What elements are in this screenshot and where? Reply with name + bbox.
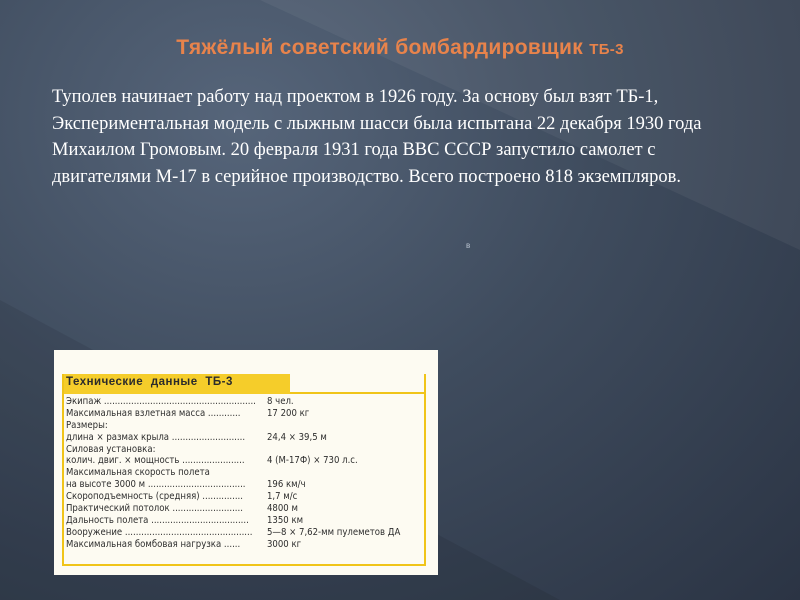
spec-label: Экипаж ........................................................ <box>66 396 256 407</box>
spec-row <box>66 396 426 408</box>
spec-label: длина × размах крыла ........................... <box>66 431 246 443</box>
spec-row <box>66 444 426 456</box>
spec-value: 4 (М-17Ф) × 730 л.с. <box>267 455 358 467</box>
spec-label: Размеры: <box>66 419 108 431</box>
spec-row <box>66 420 426 432</box>
spec-value: 196 км/ч <box>267 479 306 491</box>
title-main: Тяжёлый советский бомбардировщик <box>176 36 584 59</box>
spec-label: Максимальная бомбовая нагрузка ...... <box>66 538 241 550</box>
title-suffix: ТБ-3 <box>589 41 624 58</box>
spec-row <box>66 527 426 539</box>
spec-frame-top <box>290 392 426 394</box>
spec-value: 4800 м <box>267 503 298 515</box>
spec-label: Практический потолок .......................... <box>66 503 243 515</box>
spec-label: Скороподъемность (средняя) ............... <box>66 491 243 503</box>
spec-label: Максимальная взлетная масса ............ <box>66 407 241 419</box>
spec-row <box>66 408 426 420</box>
spec-row <box>66 539 426 551</box>
spec-row <box>66 432 426 444</box>
spec-value: 24,4 × 39,5 м <box>267 431 327 443</box>
spec-value: 17 200 кг <box>267 407 310 419</box>
spec-label: колич. двиг. × мощность ....................... <box>66 455 245 467</box>
spec-value: 3000 кг <box>267 538 302 550</box>
spec-row <box>66 515 426 527</box>
spec-rows <box>66 396 426 551</box>
spec-label: на высоте 3000 м .................................... <box>66 479 246 491</box>
spec-row <box>66 467 426 479</box>
spec-label: Вооружение ............................................... <box>66 526 253 538</box>
spec-value: 5—8 × 7,62-мм пулеметов ДА <box>267 526 401 538</box>
spec-row <box>66 491 426 503</box>
spec-value: 8 чел. <box>267 396 294 407</box>
spec-row <box>66 503 426 515</box>
spec-header-text: Технические данные ТБ-3 <box>66 376 233 388</box>
spec-row <box>66 455 426 467</box>
spec-label: Дальность полета .................................... <box>66 514 249 526</box>
stray-mark: в <box>466 241 471 250</box>
spec-value: 1350 км <box>267 514 304 526</box>
spec-label: Максимальная скорость полета <box>66 467 210 479</box>
slide-title <box>0 36 800 60</box>
body-paragraph: Туполев начинает работу над проектом в 1926 году. За основу был взят ТБ-1, Экспериментальная модель с лыжным шасси была испытана 22 декабря 1930 года Михаилом Громовым. 20 февраля 1931 года ВВС СССР запустило самолет с двигателями М-17 в серийное производство. Всего построено 818 экземпляров. <box>52 87 702 187</box>
spec-label: Силовая установка: <box>66 443 156 455</box>
spec-row <box>66 479 426 491</box>
spec-value: 1,7 м/с <box>267 491 298 503</box>
